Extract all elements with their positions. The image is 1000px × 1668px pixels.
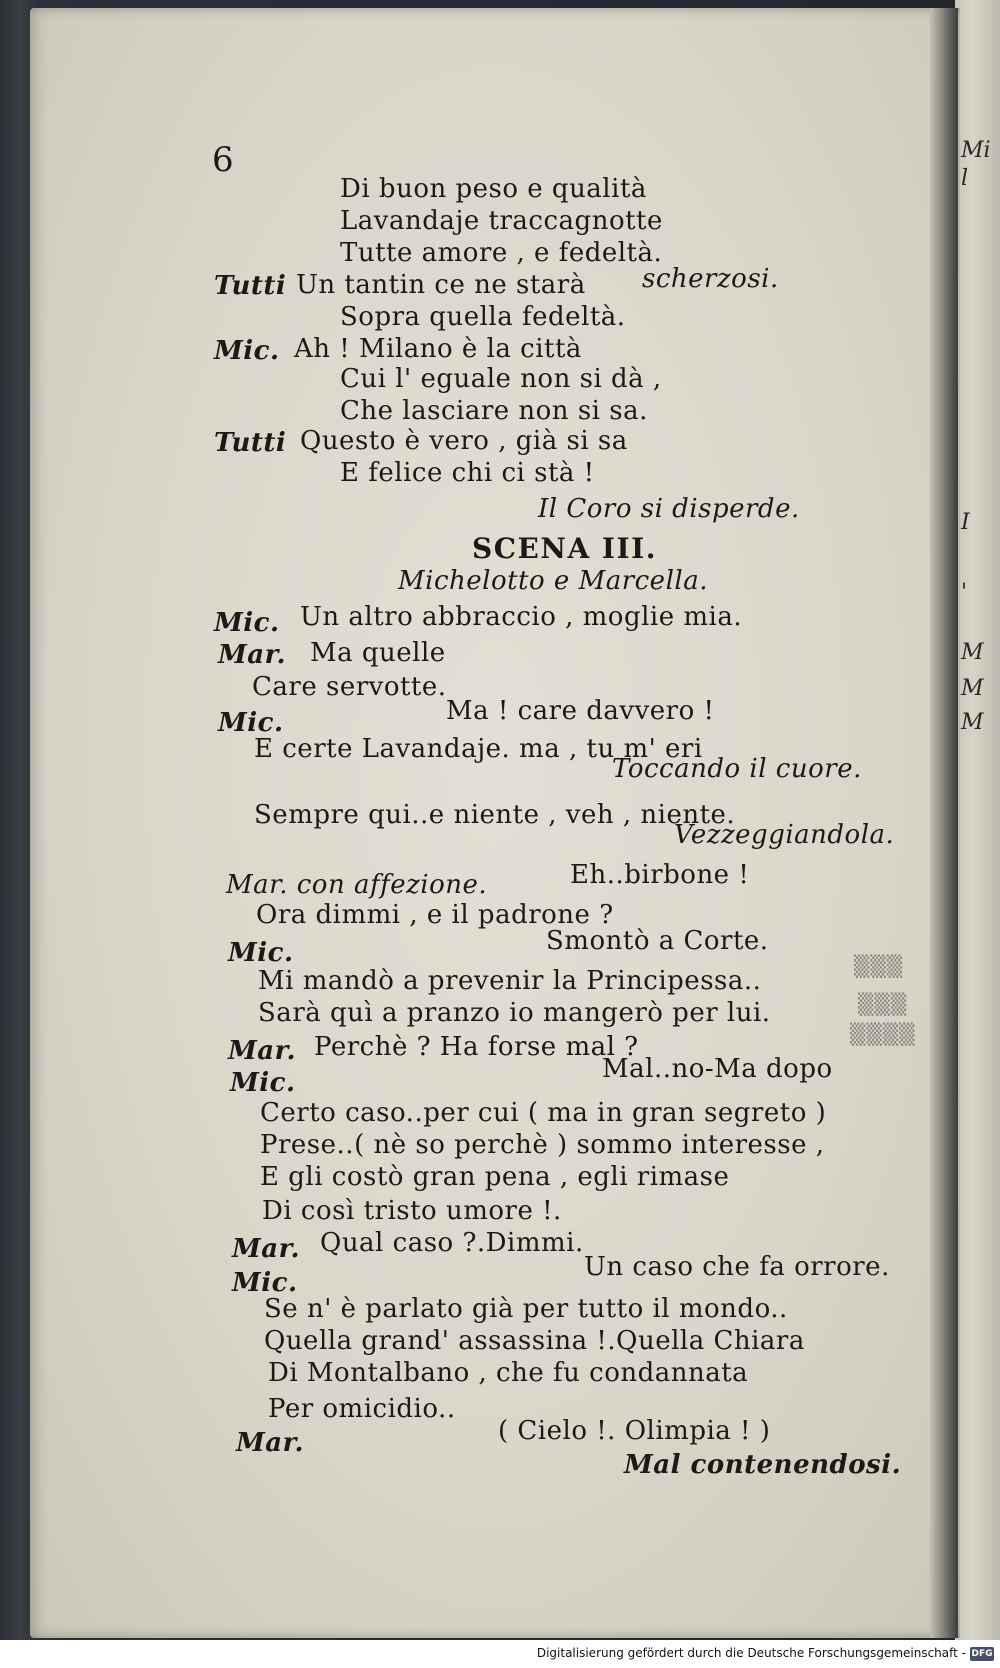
dialogue-line: Di così tristo umore !. (262, 1196, 562, 1226)
verse-line: Che lasciare non si sa. (340, 396, 648, 426)
verse-line: Ah ! Milano è la città (294, 334, 582, 364)
scene-characters: Michelotto e Marcella. (398, 566, 708, 596)
verse-line: Di buon peso e qualità (340, 174, 647, 204)
dialogue-line: Eh..birbone ! (570, 860, 750, 890)
dialogue-line: Perchè ? Ha forse mal ? (314, 1032, 639, 1062)
speaker-label: Mar. (236, 1428, 304, 1458)
next-page-edge (955, 0, 1000, 1640)
dialogue-line: Ora dimmi , e il padrone ? (256, 900, 614, 930)
next-page-fragment: I (961, 510, 970, 535)
stage-direction: Mal contenendosi. (624, 1450, 902, 1480)
speaker-label: Mic. (232, 1268, 298, 1298)
verse-line: Questo è vero , già si sa (300, 426, 628, 456)
library-stamp-mark: ▒▒▒ (854, 954, 904, 978)
speaker-label: Mic. (230, 1068, 296, 1098)
dialogue-line: Qual caso ?.Dimmi. (320, 1228, 584, 1258)
dialogue-line: ( Cielo !. Olimpia ! ) (498, 1416, 771, 1446)
verse-line: Sopra quella fedeltà. (340, 302, 626, 332)
dialogue-line: Quella grand' assassina !.Quella Chiara (264, 1326, 805, 1356)
speaker-label: Mic. (228, 938, 294, 968)
verse-line: Un tantin ce ne starà (296, 270, 586, 300)
speaker-label: Mar. con affezione. (226, 870, 488, 900)
next-page-fragment: l (961, 166, 969, 191)
dialogue-line: Se n' è parlato già per tutto il mondo.. (264, 1294, 788, 1324)
speaker-label: Mar. (232, 1234, 300, 1264)
speaker-label: Mar. (218, 640, 286, 670)
stage-direction: Vezzeggiandola. (674, 820, 895, 850)
page-number: 6 (212, 140, 235, 180)
dialogue-line: Un altro abbraccio , moglie mia. (300, 602, 743, 632)
next-page-fragment: M (961, 676, 984, 701)
scene-title: SCENA III. (472, 532, 657, 565)
dialogue-line: Per omicidio.. (268, 1394, 456, 1424)
library-stamp-mark: ▒▒▒ (858, 992, 908, 1016)
speaker-label: Tutti (214, 428, 287, 458)
dialogue-line: Prese..( nè so perchè ) sommo interesse , (260, 1130, 825, 1160)
footer-credit: Digitalisierung gefördert durch die Deutsche Forschungsgemeinschaft - (536, 1646, 966, 1660)
dialogue-line: Mal..no-Ma dopo (602, 1054, 833, 1084)
speaker-label: Mar. (228, 1036, 296, 1066)
next-page-fragment: M (961, 710, 984, 735)
dialogue-line: Care servotte. (252, 672, 447, 702)
next-page-fragment: M (961, 640, 984, 665)
library-stamp-mark: ▒▒▒▒ (850, 1022, 916, 1046)
verse-line: E felice chi ci stà ! (340, 458, 595, 488)
dialogue-line: Certo caso..per cui ( ma in gran segreto ) (260, 1098, 827, 1128)
dialogue-line: Mi mandò a prevenir la Principessa.. (258, 966, 762, 996)
dialogue-line: Un caso che fa orrore. (584, 1252, 890, 1282)
speaker-label: Mic. (214, 336, 280, 366)
dialogue-line: Sarà quì a pranzo io mangerò per lui. (258, 998, 771, 1028)
stage-direction: scherzosi. (642, 264, 779, 294)
dfg-logo: DFG (971, 1649, 993, 1659)
dialogue-line: E gli costò gran pena , egli rimase (260, 1162, 730, 1192)
dialogue-line: E certe Lavandaje. ma , tu m' eri (254, 734, 703, 764)
verse-line: Tutte amore , e fedeltà. (340, 238, 663, 268)
next-page-fragment: Mi (961, 138, 991, 163)
dialogue-line: Smontò a Corte. (546, 926, 769, 956)
verse-line: Cui l' eguale non si dà , (340, 364, 662, 394)
speaker-label: Mic. (214, 608, 280, 638)
page-gutter (930, 8, 958, 1638)
stage-direction: Il Coro si disperde. (538, 494, 800, 524)
speaker-label: Mic. (218, 708, 284, 738)
next-page-fragment: ' (961, 580, 968, 605)
dialogue-line: Ma quelle (310, 638, 446, 668)
dialogue-line: Ma ! care davvero ! (446, 696, 715, 726)
dialogue-line: Sempre qui..e niente , veh , niente. (254, 800, 736, 830)
verse-line: Lavandaje traccagnotte (340, 206, 663, 236)
dialogue-line: Di Montalbano , che fu condannata (268, 1358, 749, 1388)
speaker-label: Tutti (214, 271, 287, 301)
stage-direction: Toccando il cuore. (612, 754, 862, 784)
